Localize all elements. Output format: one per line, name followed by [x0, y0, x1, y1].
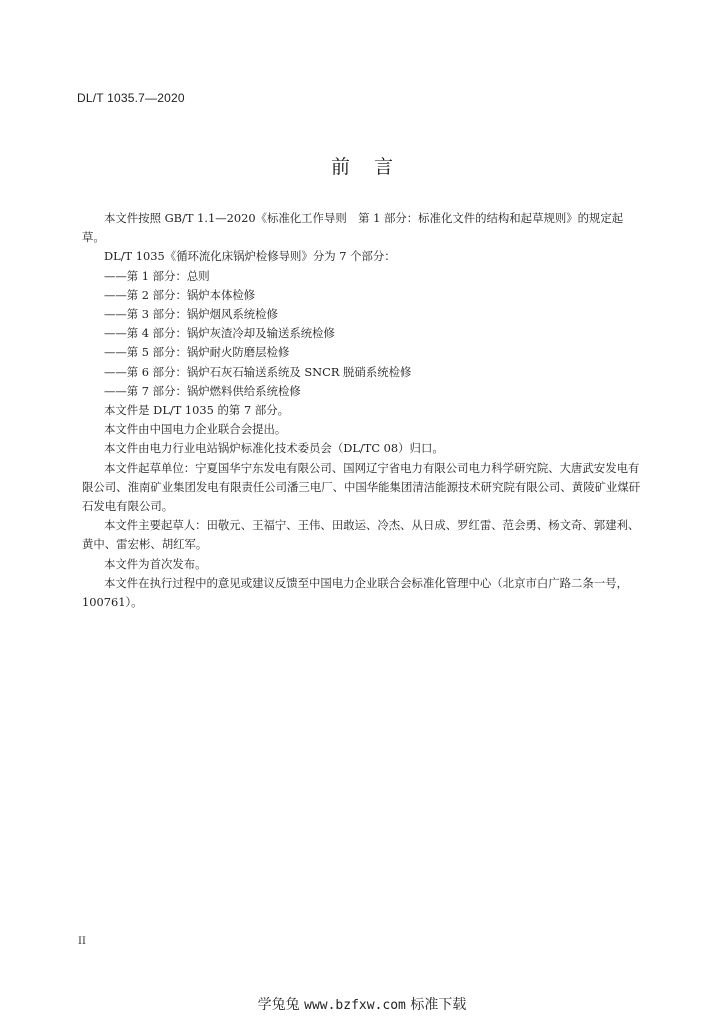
- paragraph-committee: 本文件由电力行业电站锅炉标准化技术委员会（DL/TC 08）归口。: [104, 441, 444, 456]
- page-title: [0, 152, 724, 179]
- footer-watermark: [0, 994, 724, 1014]
- paragraph-proposer: 本文件由中国电力企业联合会提出。: [104, 422, 287, 437]
- list-item-part-5: ——第 5 部分：锅炉耐火防磨层检修: [104, 345, 290, 360]
- list-item-part-4: ——第 4 部分：锅炉灰渣冷却及输送系统检修: [104, 326, 335, 341]
- list-item-part-3: ——第 3 部分：锅炉烟风系统检修: [104, 307, 278, 322]
- paragraph-drafting-units: 本文件起草单位：宁夏国华宁东发电有限公司、国网辽宁省电力有限公司电力科学研究院、大唐武安发电有限公司、淮南矿业集团发电有限责任公司潘三电厂、中国华能集团清洁能源技术研究院有限公司、黄陵矿业煤矸石发电有限公司。: [82, 460, 641, 514]
- footer-site-name: 学兔兔: [257, 997, 300, 1013]
- paragraph-first-release: 本文件为首次发布。: [104, 556, 207, 571]
- document-code: DL/T 1035.7—2020: [77, 91, 185, 105]
- body-text: [82, 209, 642, 612]
- page-number: II: [78, 936, 86, 947]
- paragraph-drafting-rule: 本文件按照 GB/T 1.1—2020《标准化工作导则 第 1 部分：标准化文件的结构和起草规则》的规定起草。: [82, 211, 624, 245]
- list-item-part-1: ——第 1 部分：总则: [104, 268, 210, 283]
- paragraph-feedback: 本文件在执行过程中的意见或建议反馈至中国电力企业联合会标准化管理中心（北京市白广路二条一号，100761）。: [82, 575, 628, 610]
- title-char-1: 前: [330, 156, 350, 178]
- paragraph-part-number: 本文件是 DL/T 1035 的第 7 部分。: [104, 403, 289, 418]
- title-char-2: 言: [374, 156, 394, 178]
- footer-url[interactable]: www.bzfxw.com: [304, 998, 406, 1013]
- list-item-part-2: ——第 2 部分：锅炉本体检修: [104, 287, 256, 302]
- paragraph-series-intro: DL/T 1035《循环流化床锅炉检修导则》分为 7 个部分：: [104, 249, 396, 264]
- list-item-part-6: ——第 6 部分：锅炉石灰石输送系统及 SNCR 脱硝系统检修: [104, 364, 412, 379]
- list-item-part-7: ——第 7 部分：锅炉燃料供给系统检修: [104, 383, 301, 398]
- paragraph-drafters: 本文件主要起草人：田敬元、王福宁、王伟、田敢运、冷杰、从日成、罗红雷、范会勇、杨文奇、郭建利、黄中、雷宏彬、胡红军。: [82, 518, 640, 552]
- footer-label: 标准下载: [410, 997, 467, 1013]
